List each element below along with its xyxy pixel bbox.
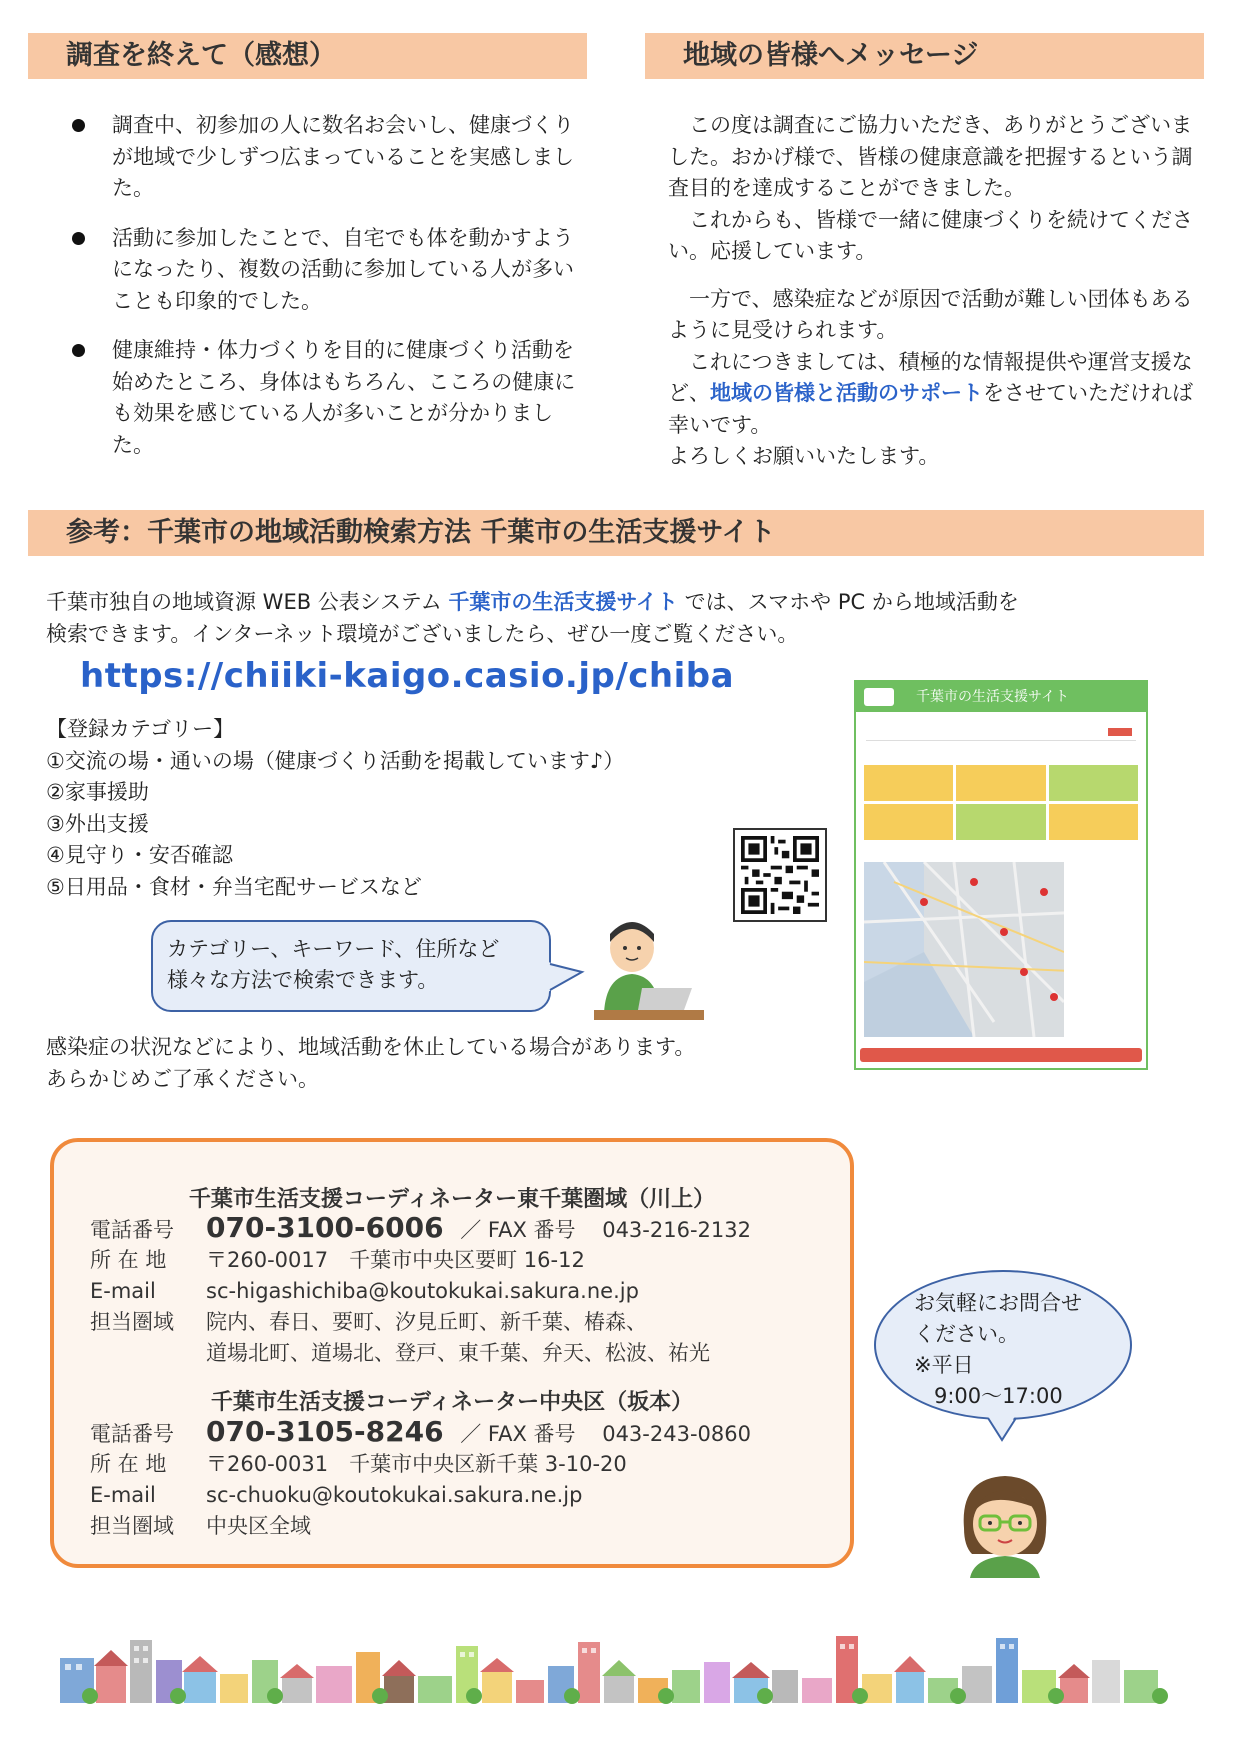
message-highlight: 地域の皆様と活動のサポート [710, 381, 983, 405]
inquiry-bubble [874, 1270, 1132, 1420]
message-body [668, 110, 1202, 473]
site-map [864, 862, 1138, 1037]
contact-title: 千葉市生活支援コーディネーター東千葉圏域（川上） [188, 1187, 716, 1212]
category-tile [956, 804, 1045, 840]
contact-phone-row [90, 1212, 751, 1247]
email-label: E-mail [90, 1279, 156, 1303]
list-item: ①交流の場・通いの場（健康づくり活動を掲載しています♪） [46, 748, 625, 773]
contact-address-row [90, 1449, 627, 1481]
site-header [856, 682, 1146, 712]
area-label: 担当圏域 [90, 1514, 174, 1538]
intro-line: 検索できます。インターネット環境がございましたら、ぜひ一度ご覧ください。 [46, 621, 799, 646]
list-item: 活動に参加したことで、自宅でも体を動かすようになったり、複数の活動に参加している人が多いことも印象的でした。 [70, 223, 580, 318]
intro-line [46, 587, 1186, 619]
message-heading: 地域の皆様へメッセージ [645, 33, 1204, 79]
note-line: 感染症の状況などにより、地域活動を休止している場合があります。 [46, 1035, 696, 1059]
area-value: 中央区全域 [206, 1514, 311, 1538]
town-skyline-icon [60, 1630, 1180, 1705]
bubble-tail-icon [548, 962, 588, 1002]
suspension-note [46, 1032, 695, 1095]
reference-heading: 参考：千葉市の地域活動検索方法 千葉市の生活支援サイト [28, 510, 1204, 556]
category-heading: 【登録カテゴリー】 [46, 717, 235, 741]
message-paragraph: これからも、皆様で一緒に健康づくりを続けてください。応援しています。 [668, 207, 1193, 263]
contact-area-row [90, 1307, 647, 1339]
list-item: ⑤日用品・食材・弁当宅配サービスなど [46, 874, 422, 899]
list-item: 調査中、初参加の人に数名お会いし、健康づくりが地域で少しずつ広まっていることを実感しました。 [70, 110, 580, 205]
email-label: E-mail [90, 1483, 156, 1507]
list-item: ④見守り・安否確認 [46, 843, 233, 867]
contact-area-row [90, 1511, 311, 1543]
category-tile [864, 765, 953, 801]
list-item: 健康維持・体力づくりを目的に健康づくり活動を始めたところ、身体はもちろん、こころの健康にも効果を感じている人が多いことが分かりました。 [70, 335, 580, 461]
list-item: ③外出支援 [46, 811, 149, 836]
phone-label: 電話番号 [90, 1422, 174, 1446]
qr-code [733, 828, 827, 922]
note-line: あらかじめご了承ください。 [46, 1066, 319, 1091]
person-laptop-icon [592, 918, 712, 1023]
address-label: 所 在 地 [90, 1248, 167, 1272]
address-label: 所 在 地 [90, 1452, 167, 1476]
intro-text: では、スマホや PC から地域活動を [677, 590, 1019, 614]
site-logo [864, 688, 894, 706]
woman-glasses-icon [950, 1468, 1060, 1578]
site-screenshot [854, 680, 1148, 1070]
category-tile [1049, 804, 1138, 840]
bubble-line: ください。 [914, 1322, 1019, 1346]
phone-number: 070-3100-6006 [206, 1211, 444, 1244]
map-icon [864, 862, 1138, 1037]
bubble-line: カテゴリー、キーワード、住所など [167, 937, 500, 961]
category-tile [956, 765, 1045, 801]
impressions-heading: 調査を終えて（感想） [28, 33, 587, 79]
email-value[interactable]: sc-higashichiba@koutokukai.sakura.ne.jp [206, 1279, 639, 1303]
impressions-list [70, 110, 580, 479]
bubble-line: お気軽にお問合せ [914, 1291, 1082, 1315]
fax-number: 043-216-2132 [602, 1218, 751, 1242]
contact-email-row [90, 1480, 582, 1512]
fax-label: ／ FAX 番号 [460, 1218, 576, 1242]
category-list [46, 714, 624, 903]
message-paragraph: 一方で、感染症などが原因で活動が難しい団体もあるように見受けられます。 [668, 286, 1193, 342]
contact-title: 千葉市生活支援コーディネーター中央区（坂本） [210, 1390, 694, 1415]
area-value: 道場北町、道場北、登戸、東千葉、弁天、松波、祐光 [206, 1341, 710, 1365]
bubble-line: ※平日 [914, 1353, 974, 1377]
fax-label: ／ FAX 番号 [460, 1422, 576, 1446]
contact-box [50, 1138, 854, 1568]
email-value[interactable]: sc-chuoku@koutokukai.sakura.ne.jp [206, 1483, 583, 1507]
message-text: これにつきましては、積極的な情報提供や運営支援など、 [668, 349, 1193, 405]
list-item: ②家事援助 [46, 780, 149, 804]
bubble-line: 9:00～17:00 [934, 1384, 1063, 1408]
fax-number: 043-243-0860 [602, 1422, 751, 1446]
message-text: をさせていただければ幸いです。 [668, 381, 1193, 437]
category-tile [864, 804, 953, 840]
area-value: 院内、春日、要町、汐見丘町、新千葉、椿森、 [206, 1310, 647, 1334]
category-tile [1049, 765, 1138, 801]
contact-email-row [90, 1276, 639, 1308]
phone-number: 070-3105-8246 [206, 1415, 444, 1448]
site-bottom-button [860, 1048, 1142, 1062]
message-paragraph: よろしくお願いいたします。 [668, 444, 940, 468]
reference-intro [46, 587, 1186, 650]
site-name-link[interactable]: 千葉市の生活支援サイト [448, 590, 678, 614]
message-paragraph: この度は調査にご協力いただき、ありがとうございました。おかげ様で、皆様の健康意識を把握するという調査目的を達成することができました。 [668, 113, 1193, 200]
site-url-link[interactable]: https://chiiki-kaigo.casio.jp/chiba [80, 656, 735, 696]
phone-label: 電話番号 [90, 1218, 174, 1242]
contact-phone-row [90, 1416, 751, 1451]
message-paragraph [668, 347, 1202, 442]
bubble-line: 様々な方法で検索できます。 [167, 968, 439, 992]
qr-code-icon [741, 836, 819, 914]
bubble-tail-icon [986, 1414, 1026, 1442]
intro-text: 千葉市独自の地域資源 WEB 公表システム [46, 590, 449, 614]
search-tip-bubble [151, 920, 551, 1012]
site-category-grid [864, 765, 1138, 840]
search-button [1108, 728, 1132, 736]
contact-address-row [90, 1245, 585, 1277]
address-value: 〒260-0031 千葉市中央区新千葉 3-10-20 [206, 1452, 627, 1476]
site-title: 千葉市の生活支援サイト [916, 689, 1070, 705]
area-label: 担当圏域 [90, 1310, 174, 1334]
address-value: 〒260-0017 千葉市中央区要町 16-12 [206, 1248, 585, 1272]
contact-area-row-2 [90, 1338, 710, 1370]
site-search-bar [866, 726, 1136, 741]
